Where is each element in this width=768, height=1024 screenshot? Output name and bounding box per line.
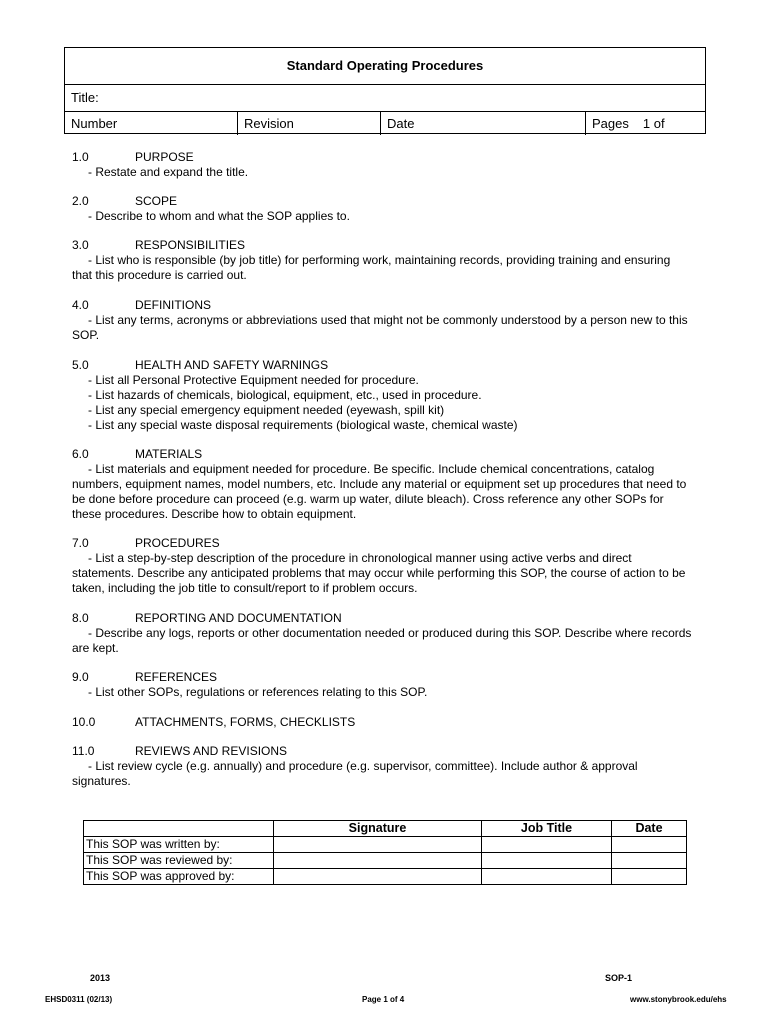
table-header: Date — [612, 821, 687, 837]
list-item: - List all Personal Protective Equipment needed for procedure. — [88, 373, 419, 387]
table-header: Job Title — [482, 821, 612, 837]
pages-label: Pages — [592, 116, 629, 131]
section-procedures — [72, 536, 692, 596]
section-number: 5.0 — [72, 358, 89, 372]
section-body: - List a step-by-step description of the procedure in chronological manner using active verbs and direct statements. Describe any anticipated problems that may occur while performing this SOP, the course of action to be taken, including the job title to consult/report to if problem occurs. — [72, 551, 686, 595]
section-heading: REFERENCES — [135, 670, 218, 684]
table-row — [84, 869, 687, 885]
job-title-cell[interactable] — [482, 853, 612, 869]
date-cell[interactable] — [612, 837, 687, 853]
sop-header-box — [64, 47, 706, 134]
section-number: 7.0 — [72, 536, 89, 550]
section-scope — [72, 194, 692, 224]
section-heading: RESPONSIBILITIES — [135, 238, 246, 252]
pages-value: 1 of — [642, 116, 665, 131]
section-attachments — [72, 715, 692, 730]
section-body: - Describe any logs, reports or other documentation needed or produced during this SOP. Describe where records are kept. — [72, 626, 692, 655]
signature-cell[interactable] — [274, 869, 482, 885]
footer-page-number: Page 1 of 4 — [362, 995, 405, 1004]
signature-cell[interactable] — [274, 837, 482, 853]
section-number: 9.0 — [72, 670, 89, 684]
section-heading: REVIEWS AND REVISIONS — [135, 744, 288, 758]
header-info-row — [65, 112, 705, 135]
section-body: - List other SOPs, regulations or references relating to this SOP. — [88, 685, 428, 699]
section-number: 11.0 — [72, 744, 95, 758]
footer-url: www.stonybrook.edu/ehs — [630, 995, 727, 1004]
section-body: - List who is responsible (by job title) for performing work, maintaining records, providing training and ensuring that this procedure is carried out. — [72, 253, 671, 282]
section-number: 3.0 — [72, 238, 89, 252]
table-header — [84, 821, 274, 837]
date-label: Date — [381, 112, 586, 135]
list-item: - List any special emergency equipment needed (eyewash, spill kit) — [88, 403, 445, 417]
section-heading: SCOPE — [135, 194, 178, 208]
list-item: - List hazards of chemicals, biological, equipment, etc., used in procedure. — [88, 388, 482, 402]
section-body: - List any terms, acronyms or abbreviations used that might not be commonly understood by a person new to this SOP. — [72, 313, 688, 342]
footer-doc-id: SOP-1 — [605, 973, 633, 983]
pages-cell — [586, 112, 705, 135]
section-number: 2.0 — [72, 194, 89, 208]
section-reporting — [72, 611, 692, 656]
section-health-safety — [72, 358, 692, 433]
signature-cell[interactable] — [274, 853, 482, 869]
section-heading: PROCEDURES — [135, 536, 220, 550]
section-definitions — [72, 298, 692, 343]
section-number: 10.0 — [72, 715, 96, 729]
section-purpose — [72, 150, 692, 180]
footer-year: 2013 — [90, 973, 111, 983]
section-heading: DEFINITIONS — [135, 298, 212, 312]
section-reviews — [72, 744, 692, 789]
date-cell[interactable] — [612, 869, 687, 885]
list-item: - List any special waste disposal requirements (biological waste, chemical waste) — [88, 418, 518, 432]
section-body: - List review cycle (e.g. annually) and procedure (e.g. supervisor, committee). Include author & approval signatures. — [72, 759, 638, 788]
table-row — [84, 837, 687, 853]
revision-label: Revision — [238, 112, 381, 135]
section-heading: MATERIALS — [135, 447, 203, 461]
section-heading: REPORTING AND DOCUMENTATION — [135, 611, 342, 625]
section-number: 4.0 — [72, 298, 89, 312]
section-heading: HEALTH AND SAFETY WARNINGS — [135, 358, 329, 372]
document-title: Standard Operating Procedures — [65, 48, 705, 85]
section-materials — [72, 447, 692, 522]
section-body: - List materials and equipment needed for procedure. Be specific. Include chemical concentrations, catalog numbers, equipment names, model numbers, etc. Include any material or equipment set up procedures that need to be done before procedure can proceed (e.g. warm up water, dilute bleach). Cross reference any other SOPs for these procedures. Describe how to obtain equipment. — [72, 462, 687, 521]
section-number: 8.0 — [72, 611, 89, 625]
table-header-row — [84, 821, 687, 837]
date-cell[interactable] — [612, 853, 687, 869]
row-label: This SOP was reviewed by: — [84, 853, 274, 869]
section-heading: ATTACHMENTS, FORMS, CHECKLISTS — [135, 715, 356, 729]
job-title-cell[interactable] — [482, 837, 612, 853]
section-body: - Restate and expand the title. — [88, 165, 249, 179]
number-label: Number — [65, 112, 238, 135]
section-body: - Describe to whom and what the SOP applies to. — [88, 209, 350, 223]
section-responsibilities — [72, 238, 692, 283]
section-number: 1.0 — [72, 150, 89, 164]
row-label: This SOP was approved by: — [84, 869, 274, 885]
section-number: 6.0 — [72, 447, 89, 461]
table-row — [84, 853, 687, 869]
section-list — [72, 373, 692, 433]
table-header: Signature — [274, 821, 482, 837]
section-references — [72, 670, 692, 700]
row-label: This SOP was written by: — [84, 837, 274, 853]
section-heading: PURPOSE — [135, 150, 194, 164]
signature-table — [83, 820, 687, 885]
title-field-label: Title: — [65, 85, 705, 112]
footer-form-code: EHSD0311 (02/13) — [45, 995, 113, 1004]
job-title-cell[interactable] — [482, 869, 612, 885]
